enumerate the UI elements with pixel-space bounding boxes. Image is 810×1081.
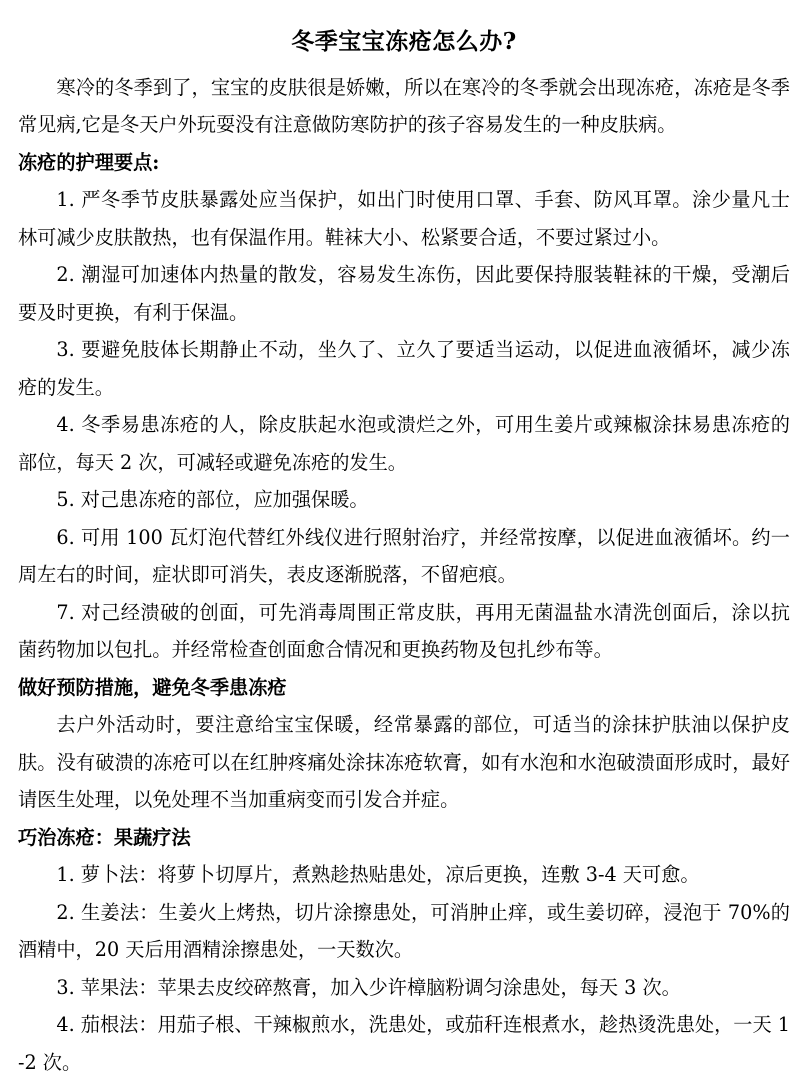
list-item: 5. 对己患冻疮的部位，应加强保暖。: [56, 488, 369, 512]
list-item: 4. 冬季易患冻疮的人，除皮肤起水泡或溃烂之外，可用生姜片或辣椒涂抹易患冻疮的部位，每天 2 次，可减轻或避免冻疮的发生。: [18, 413, 790, 474]
list-item: 2. 生姜法：生姜火上烤热，切片涂擦患处，可消肿止痒，或生姜切碎，浸泡于 70%的酒精中，20 天后用酒精涂擦患处，一天数次。: [18, 900, 790, 962]
section-heading-prevention: 做好预防措施，避免冬季患冻疮: [18, 675, 287, 699]
list-item: 6. 可用 100 瓦灯泡代替红外线仪进行照射治疗，并经常按摩，以促进血液循坏。约一周左右的时间，症状即可消失，表皮逐渐脱落，不留疤痕。: [18, 525, 790, 587]
list-item: 3. 苹果法：苹果去皮绞碎熬膏，加入少许樟脑粉调匀涂患处，每天 3 次。: [56, 975, 681, 999]
section-heading-fruit-vegetable-therapy: 巧治冻疮：果蔬疗法: [18, 825, 191, 849]
list-item: 2. 潮湿可加速体内热量的散发，容易发生冻伤，因此要保持服装鞋袜的干燥，受潮后要及时更换，有利于保温。: [18, 263, 790, 324]
prevention-paragraph: 去户外活动时，要注意给宝宝保暖，经常暴露的部位，可适当的涂抹护肤油以保护皮肤。没有破溃的冻疮可以在红肿疼痛处涂抹冻疮软膏，如有水泡和水泡破溃面形成时，最好请医生处理，以免处理不当加重病变而引发合并症。: [18, 713, 790, 812]
section-heading-care-points: 冻疮的护理要点:: [18, 150, 160, 174]
list-item: 3. 要避免肢体长期静止不动，坐久了、立久了要适当运动，以促进血液循坏，减少冻疮的发生。: [18, 338, 790, 399]
intro-paragraph: 寒冷的冬季到了，宝宝的皮肤很是娇嫩，所以在寒冷的冬季就会出现冻疮，冻疮是冬季常见病,它是冬天户外玩耍没有注意做防寒防护的孩子容易发生的一种皮肤病。: [18, 75, 790, 137]
page-title: 冬季宝宝冻疮怎么办?: [291, 28, 517, 55]
list-item: 4. 茄根法：用茄子根、干辣椒煎水，洗患处，或茄秆连根煮水，趁热烫洗患处，一天 1-2 次。: [18, 1013, 790, 1074]
list-item: 7. 对己经溃破的创面，可先消毒周围正常皮肤，再用无菌温盐水清洗创面后，涂以抗菌药物加以包扎。并经常检查创面愈合情况和更换药物及包扎纱布等。: [18, 600, 790, 662]
list-item: 1. 萝卜法：将萝卜切厚片，煮熟趁热贴患处，凉后更换，连敷 3-4 天可愈。: [56, 863, 700, 887]
list-item: 1. 严冬季节皮肤暴露处应当保护，如出门时使用口罩、手套、防风耳罩。涂少量凡士林可减少皮肤散热，也有保温作用。鞋袜大小、松紧要合适，不要过紧过小。: [18, 188, 790, 249]
